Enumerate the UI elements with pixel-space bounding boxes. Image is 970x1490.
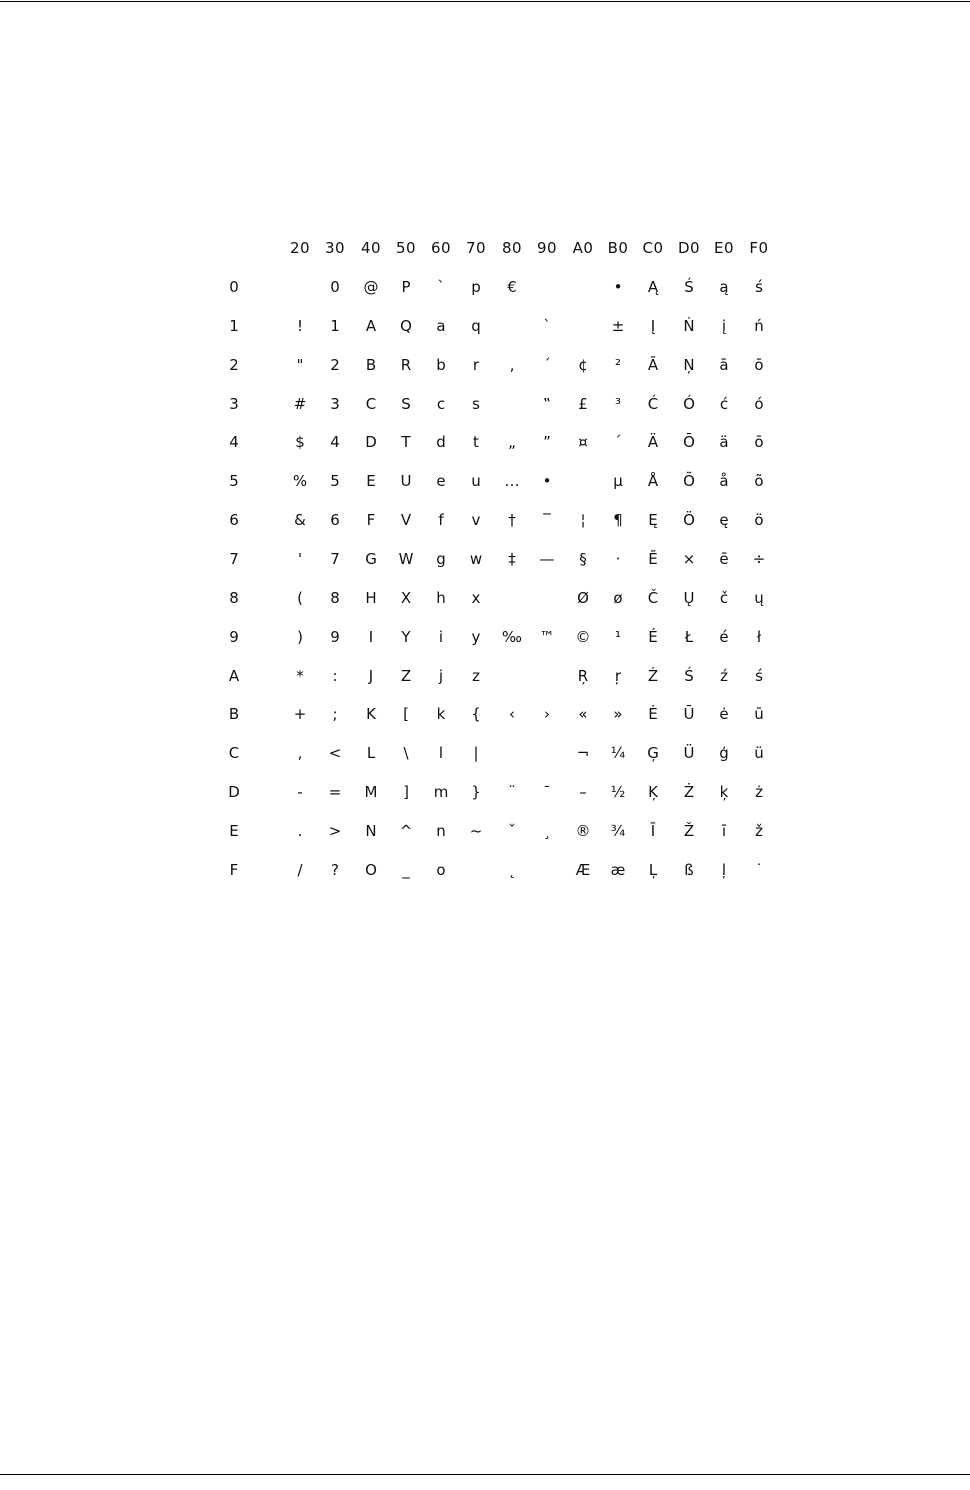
- char-cell: H: [365, 588, 377, 607]
- char-cell: K: [366, 705, 376, 724]
- char-cell: u: [471, 472, 481, 491]
- char-cell: •: [542, 472, 552, 491]
- char-cell: 5: [330, 472, 340, 491]
- char-cell: c: [436, 394, 446, 413]
- char-cell: ö: [754, 511, 764, 530]
- char-cell: Ć: [647, 394, 659, 413]
- char-cell: ō: [754, 433, 764, 452]
- char-cell: ™: [539, 627, 555, 646]
- char-cell: ”: [543, 433, 551, 452]
- char-cell: Ü: [683, 744, 695, 763]
- char-cell: P: [401, 278, 411, 296]
- char-cell: |: [473, 744, 479, 763]
- char-cell: T: [401, 433, 411, 452]
- char-cell: ´: [614, 433, 622, 452]
- char-cell: E: [366, 472, 376, 491]
- column-header: D0: [677, 239, 701, 257]
- char-cell: $: [295, 433, 305, 452]
- row-label: 8: [229, 588, 239, 607]
- char-cell: ā: [719, 355, 729, 374]
- char-cell: ‟: [543, 394, 551, 413]
- char-cell: =: [328, 783, 342, 802]
- char-cell: [495, 316, 529, 336]
- char-cell: ¾: [610, 821, 626, 840]
- char-cell: [530, 588, 564, 608]
- char-cell: [530, 743, 564, 763]
- char-cell: ]: [403, 783, 409, 802]
- char-cell: †: [508, 511, 516, 530]
- char-cell: Ķ: [648, 783, 658, 802]
- char-cell: R: [400, 355, 412, 374]
- char-cell: x: [471, 588, 481, 607]
- char-cell: 0: [330, 278, 340, 296]
- char-cell: Ń: [683, 316, 695, 335]
- row-label: 3: [229, 394, 239, 413]
- char-cell: -: [297, 783, 303, 802]
- char-cell: 6: [330, 511, 340, 530]
- row-label: E: [229, 821, 239, 840]
- char-cell: Æ: [575, 860, 591, 879]
- char-cell: ß: [684, 860, 694, 879]
- char-cell: ń: [754, 316, 764, 335]
- char-cell: _: [402, 860, 410, 879]
- char-cell: ś: [755, 278, 763, 296]
- char-cell: É: [648, 627, 658, 646]
- char-cell: é: [719, 627, 729, 646]
- char-cell: (: [297, 588, 303, 607]
- char-cell: ż: [755, 783, 763, 802]
- char-cell: Ļ: [648, 860, 658, 879]
- row-label: 0: [229, 278, 239, 296]
- char-cell: 4: [330, 433, 340, 452]
- char-cell: Ä: [647, 433, 659, 452]
- char-cell: &: [294, 511, 306, 530]
- char-cell: Ŗ: [577, 666, 589, 685]
- char-cell: ~: [469, 821, 483, 840]
- char-cell: ė: [719, 705, 729, 724]
- char-cell: Å: [647, 472, 659, 491]
- column-header: 60: [430, 239, 452, 257]
- char-cell: õ: [754, 472, 764, 491]
- char-cell: ‾: [543, 511, 551, 530]
- char-cell: į: [721, 316, 727, 335]
- row-label: F: [229, 860, 239, 879]
- char-cell: S: [401, 394, 411, 413]
- char-cell: ¸: [543, 821, 551, 840]
- char-cell: Č: [647, 588, 659, 607]
- char-cell: D: [365, 433, 377, 452]
- char-cell: ą: [719, 278, 729, 296]
- char-cell: ¤: [578, 433, 588, 452]
- char-cell: !: [296, 316, 303, 335]
- char-cell: [495, 588, 529, 608]
- char-cell: ‡: [508, 549, 516, 568]
- char-cell: p: [471, 278, 481, 296]
- char-cell: č: [719, 588, 729, 607]
- char-cell: ü: [754, 744, 764, 763]
- row-label: D: [228, 783, 240, 802]
- char-cell: å: [719, 472, 729, 491]
- char-cell: A: [365, 316, 377, 335]
- char-cell: ®: [575, 821, 591, 840]
- char-cell: n: [436, 821, 446, 840]
- char-cell: ¼: [610, 744, 626, 763]
- row-label: 5: [229, 472, 239, 491]
- char-cell: ä: [719, 433, 729, 452]
- char-cell: }: [471, 783, 481, 802]
- char-cell: „: [508, 433, 516, 452]
- char-cell: ˙: [755, 860, 763, 879]
- char-cell: ø: [613, 588, 623, 607]
- char-cell: Ź: [647, 666, 659, 685]
- char-cell: ›: [544, 705, 550, 724]
- char-cell: 1: [330, 316, 340, 335]
- char-cell: q: [471, 316, 481, 335]
- char-cell: ½: [610, 783, 626, 802]
- char-cell: G: [365, 549, 377, 568]
- column-header: 80: [501, 239, 523, 257]
- char-cell: Q: [400, 316, 412, 335]
- char-cell: Ē: [648, 549, 658, 568]
- char-cell: [566, 471, 600, 491]
- char-cell: ł: [756, 627, 762, 646]
- char-cell: Õ: [683, 472, 695, 491]
- char-cell: r: [472, 355, 480, 374]
- char-cell: #: [293, 394, 307, 413]
- char-cell: ī: [721, 821, 727, 840]
- char-cell: ·: [615, 549, 621, 568]
- char-cell: Z: [400, 666, 412, 685]
- char-cell: ū: [754, 705, 764, 724]
- char-cell: C: [365, 394, 377, 413]
- char-cell: Ų: [683, 588, 695, 607]
- char-cell: <: [328, 744, 342, 763]
- char-cell: ²: [614, 355, 621, 374]
- char-cell: Ā: [647, 355, 659, 374]
- char-cell: ļ: [721, 860, 727, 879]
- row-label: 9: [229, 627, 239, 646]
- char-cell: %: [292, 472, 308, 491]
- char-cell: Ą: [647, 278, 659, 296]
- char-cell: [566, 316, 600, 336]
- row-label: B: [228, 705, 240, 724]
- char-cell: ¯: [543, 783, 551, 802]
- char-cell: ō: [754, 355, 764, 374]
- column-header: 90: [536, 239, 558, 257]
- char-cell: F: [366, 511, 376, 530]
- char-cell: 8: [330, 588, 340, 607]
- char-cell: 2: [330, 355, 340, 374]
- char-cell: [530, 666, 564, 686]
- column-header: 40: [360, 239, 382, 257]
- char-cell: X: [400, 588, 412, 607]
- column-header: 70: [465, 239, 487, 257]
- char-cell: ¶: [613, 511, 623, 530]
- char-cell: k: [436, 705, 446, 724]
- char-cell: f: [438, 511, 444, 530]
- char-cell: ": [296, 355, 304, 374]
- char-cell: ķ: [719, 783, 729, 802]
- char-cell: ‹: [509, 705, 515, 724]
- char-cell: ó: [754, 394, 764, 413]
- char-cell: ¨: [508, 783, 516, 802]
- char-cell: ģ: [719, 744, 729, 763]
- char-cell: …: [504, 472, 520, 491]
- char-cell: ˇ: [508, 821, 516, 840]
- char-cell: t: [473, 433, 479, 452]
- char-cell: h: [436, 588, 446, 607]
- char-cell: +: [293, 705, 307, 724]
- char-cell: L: [366, 744, 376, 763]
- char-cell: [: [403, 705, 409, 724]
- char-cell: Į: [650, 316, 656, 335]
- char-cell: I: [368, 627, 374, 646]
- char-cell: Ū: [683, 705, 695, 724]
- char-cell: i: [438, 627, 444, 646]
- char-cell: [495, 743, 529, 763]
- char-cell: ¹: [614, 627, 621, 646]
- char-cell: »: [613, 705, 623, 724]
- char-cell: Ö: [683, 511, 695, 530]
- char-cell: j: [438, 666, 444, 685]
- char-cell: N: [365, 821, 377, 840]
- char-cell: ę: [719, 511, 729, 530]
- column-header: 30: [324, 239, 346, 257]
- char-cell: æ: [610, 860, 626, 879]
- char-cell: Ž: [683, 821, 695, 840]
- column-header: 20: [289, 239, 311, 257]
- char-cell: e: [436, 472, 446, 491]
- char-cell: y: [471, 627, 481, 646]
- char-cell: ć: [719, 394, 729, 413]
- char-cell: :: [332, 666, 338, 685]
- char-cell: [495, 666, 529, 686]
- char-cell: Ó: [683, 394, 695, 413]
- char-cell: [495, 394, 529, 414]
- char-cell: `: [543, 316, 551, 335]
- char-cell: Ę: [648, 511, 658, 530]
- column-header: 50: [395, 239, 417, 257]
- char-cell: Ō: [683, 433, 695, 452]
- char-cell: Ś: [684, 278, 694, 296]
- char-cell: ś: [755, 666, 763, 685]
- char-cell: O: [365, 860, 377, 879]
- char-cell: g: [436, 549, 446, 568]
- char-cell: Ė: [648, 705, 658, 724]
- char-cell: [283, 277, 317, 297]
- char-cell: M: [364, 783, 378, 802]
- column-header: A0: [572, 239, 594, 257]
- row-label: C: [228, 744, 240, 763]
- char-cell: ¢: [578, 355, 588, 374]
- char-cell: £: [578, 394, 588, 413]
- char-cell: 7: [330, 549, 340, 568]
- char-cell: 9: [330, 627, 340, 646]
- row-label: 4: [229, 433, 239, 452]
- char-cell: Y: [401, 627, 411, 646]
- char-cell: .: [297, 821, 303, 840]
- char-cell: \: [403, 744, 409, 763]
- char-cell: Ż: [683, 783, 695, 802]
- char-cell: €: [507, 278, 517, 296]
- char-cell: ): [297, 627, 303, 646]
- char-cell: ÷: [752, 549, 766, 568]
- char-cell: [459, 860, 493, 880]
- column-header: C0: [642, 239, 664, 257]
- char-cell: Ī: [650, 821, 656, 840]
- char-cell: Ł: [684, 627, 694, 646]
- char-cell: ē: [719, 549, 729, 568]
- char-cell: V: [400, 511, 412, 530]
- char-cell: d: [436, 433, 446, 452]
- char-cell: ų: [754, 588, 764, 607]
- bottom-rule: [0, 1474, 970, 1475]
- char-cell: w: [469, 549, 483, 568]
- char-cell: U: [400, 472, 412, 491]
- char-cell: Ņ: [683, 355, 695, 374]
- column-header: B0: [607, 239, 629, 257]
- char-cell: s: [472, 394, 480, 413]
- row-label: A: [228, 666, 240, 685]
- char-cell: –: [579, 783, 587, 802]
- char-cell: a: [436, 316, 446, 335]
- row-label: 6: [229, 511, 239, 530]
- char-cell: ž: [755, 821, 763, 840]
- char-cell: 3: [330, 394, 340, 413]
- char-cell: ŗ: [614, 666, 622, 685]
- char-cell: b: [436, 355, 446, 374]
- char-cell: v: [471, 511, 481, 530]
- char-cell: ¬: [576, 744, 590, 763]
- row-label: 1: [229, 316, 239, 335]
- char-cell: —: [539, 549, 555, 568]
- char-cell: ©: [575, 627, 591, 646]
- char-cell: ^: [399, 821, 413, 840]
- char-cell: µ: [613, 472, 623, 491]
- char-cell: {: [471, 705, 481, 724]
- char-cell: @: [363, 278, 379, 296]
- char-cell: W: [398, 549, 414, 568]
- char-cell: ,: [297, 744, 303, 763]
- char-cell: §: [579, 549, 587, 568]
- char-cell: ?: [331, 860, 339, 879]
- char-cell: z: [472, 666, 480, 685]
- char-cell: *: [296, 666, 304, 685]
- char-cell: [530, 277, 564, 297]
- char-cell: ×: [682, 549, 696, 568]
- char-cell: l: [438, 744, 444, 763]
- char-cell: ¦: [580, 511, 586, 530]
- char-cell: ±: [611, 316, 625, 335]
- column-header: F0: [749, 239, 769, 257]
- char-cell: ‚: [509, 355, 515, 374]
- char-cell: Ģ: [647, 744, 659, 763]
- char-cell: Ø: [577, 588, 589, 607]
- char-cell: ź: [720, 666, 728, 685]
- char-cell: Ś: [684, 666, 694, 685]
- row-label: 7: [229, 549, 239, 568]
- char-cell: J: [368, 666, 374, 685]
- char-cell: >: [328, 821, 342, 840]
- char-cell: ;: [332, 705, 338, 724]
- char-cell: `: [437, 278, 445, 296]
- char-cell: ˛: [508, 860, 516, 879]
- char-cell: •: [613, 278, 623, 296]
- char-cell: «: [578, 705, 588, 724]
- char-cell: m: [433, 783, 449, 802]
- char-cell: /: [297, 860, 303, 879]
- char-cell: [530, 860, 564, 880]
- char-cell: ': [297, 549, 303, 568]
- char-cell: o: [436, 860, 446, 879]
- char-cell: ‰: [501, 627, 523, 646]
- char-cell: B: [365, 355, 377, 374]
- char-cell: ´: [543, 355, 551, 374]
- column-header: E0: [713, 239, 735, 257]
- row-label: 2: [229, 355, 239, 374]
- char-cell: [566, 277, 600, 297]
- char-cell: ³: [614, 394, 621, 413]
